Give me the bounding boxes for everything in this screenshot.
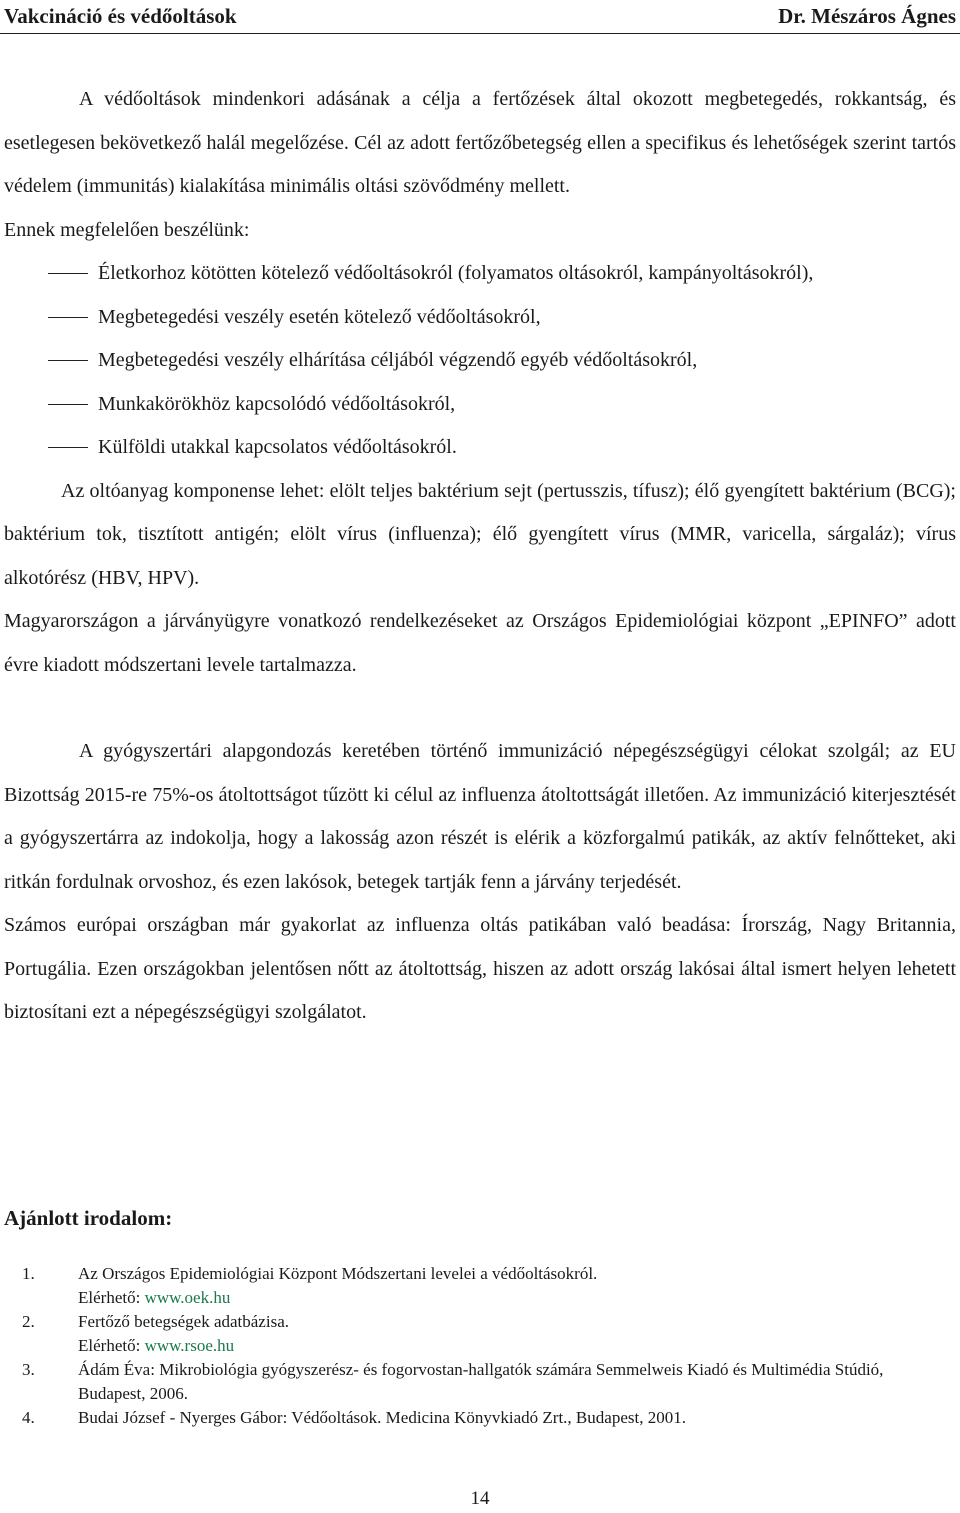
reference-item: 4. Budai József - Nyerges Gábor: Védőoltások. Medicina Könyvkiadó Zrt., Budapest, 2001.: [22, 1408, 686, 1427]
paragraph-purpose: A védőoltások mindenkori adásának a célja a fertőzések által okozott megbetegedés, rokkantság, és esetlegesen bekövetkező halál megelőzése. Cél az adott fertőzőbetegség ellen a specifikus és lehetőségek szerint tartós védelem (immunitás) kialakítása minimális oltási szövődmény mellett.: [4, 88, 956, 197]
dash-bullet-icon: [48, 447, 88, 448]
paragraph-gap: [4, 687, 956, 730]
page-header: [0, 0, 960, 34]
dash-bullet-icon: [48, 404, 88, 405]
paragraph-components: Az oltóanyag komponense lehet: elölt teljes baktérium sejt (pertusszis, tífusz); élő gyengített baktérium (BCG); baktérium tok, tisztított antigén; elölt vírus (influenza); élő gyengített vírus (MMR, varicella, sárgaláz); vírus alkotórész (HBV, HPV).: [4, 479, 956, 589]
paragraph-european-practice: Számos európai országban már gyakorlat az influenza oltás patikában való beadása: Írország, Nagy Britannia, Portugália. Ezen országokban jelentősen nőtt az átoltottság, hiszen az adott ország lakósai által ismert helyen lehetett biztosítani ezt a népegészségügyi szolgálatot.: [4, 914, 956, 1023]
dash-bullet-icon: [48, 360, 88, 361]
header-rule: [0, 33, 960, 34]
paragraph-epinfo: Magyarországon a járványügyre vonatkozó rendelkezéseket az Országos Epidemiológiai központ „EPINFO” adott évre kiadott módszertani levele tartalmazza.: [4, 610, 956, 676]
reference-item: 3. Ádám Éva: Mikrobiológia gyógyszerész- és fogorvostan-hallgatók számára Semmelweis Kiadó és Multimédia Stúdió, Budapest, 2006.: [22, 1360, 884, 1403]
paragraph-pharmacy-immunization: A gyógyszertári alapgondozás keretében történő immunizáció népegészségügyi célokat szolgál; az EU Bizottság 2015-re 75%-os átoltottságot tűzött ki célul az influenza átoltottságát illetően. Az immunizáció kiterjesztését a gyógyszertárra az indokolja, hogy a lakosság azon részét is elérik a közforgalmú patikák, az aktív felnőtteket, aki ritkán fordulnak orvoshoz, és ezen lakósok, betegek tartják fenn a járvány terjedését.: [4, 740, 956, 893]
document-title: Vakcináció és védőoltások: [4, 4, 237, 28]
author-name: Dr. Mészáros Ágnes: [778, 4, 956, 28]
list-item: Életkorhoz kötötten kötelező védőoltásokról (folyamatos oltásokról, kampányoltásokról),: [4, 252, 956, 296]
reference-item: 1. Az Országos Epidemiológiai Központ Módszertani levelei a védőoltásokról. Elérhető: www.oek.hu: [22, 1264, 598, 1307]
page-number: 14: [470, 1488, 490, 1509]
main-content: [4, 78, 956, 1035]
paragraph-intro-list: Ennek megfelelően beszélünk:: [4, 218, 250, 241]
list-item: Megbetegedési veszély esetén kötelező védőoltásokról,: [4, 296, 956, 340]
list-item: Megbetegedési veszély elhárítása céljából végzendő egyéb védőoltásokról,: [4, 339, 956, 383]
reference-link[interactable]: www.oek.hu: [144, 1288, 231, 1307]
reference-item: 2. Fertőző betegségek adatbázisa. Elérhető: www.rsoe.hu: [22, 1312, 289, 1355]
list-item: Külföldi utakkal kapcsolatos védőoltásokról.: [4, 426, 956, 470]
references-title: Ajánlott irodalom:: [4, 1206, 173, 1230]
reference-link[interactable]: www.rsoe.hu: [144, 1336, 235, 1355]
dash-bullet-icon: [48, 317, 88, 318]
list-item: Munkakörökhöz kapcsolódó védőoltásokról,: [4, 383, 956, 427]
vaccination-types-list: [4, 252, 956, 470]
dash-bullet-icon: [48, 273, 88, 274]
references-list: [22, 1262, 922, 1430]
